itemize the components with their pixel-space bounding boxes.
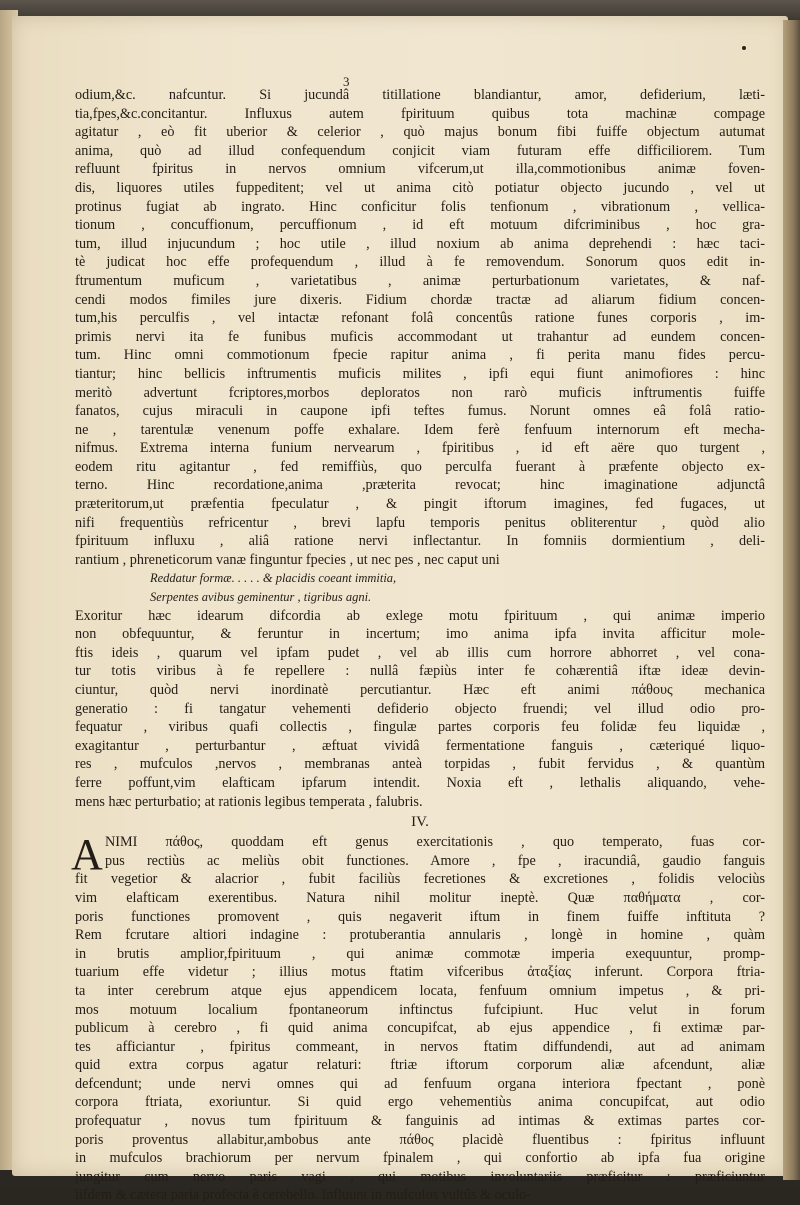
text-line: mos motuum localium fpontaneorum inftinctus fufcipiunt. Huc velut in forum — [75, 1001, 765, 1018]
text-line: Reddatur formæ. . . . . & placidis coeant immitia, — [150, 571, 397, 586]
text-line: meritò advertunt fcriptores,morbos deploratos non rarò muficis inftrumentis fuiffe — [75, 384, 765, 401]
text-line: ta inter cerebrum atque ejus appendicem locata, fenfuum omnium impetus , & pri- — [75, 982, 765, 999]
text-line: ciuntur, quòd nervi inordinatè percutiantur. Hæc eft animi πάθους mechanica — [75, 682, 765, 698]
text-line: tum. Hinc omni commotionum fpecie rapitur anima , fi perita manu fides percu- — [75, 347, 765, 364]
verse-quotation — [75, 569, 765, 606]
page-number: 3 — [343, 74, 350, 89]
text-line: profequatur , novus tum fpirituum & fanguinis ad intimas & extimas partes cor- — [75, 1113, 765, 1130]
text-line: corpora ftriata, exoriuntur. Si quid ergo vehementiùs anima concupifcat, aut odio — [75, 1094, 765, 1111]
text-line: tionum , concuffionum, percuffionum , id eft motuum difcriminibus , hoc gra- — [75, 217, 765, 234]
text-line: dis, liquores utiles fuppeditent; vel ut anima citò potiatur objecto jucundo , vel ut — [75, 179, 765, 196]
text-line: ferre poffunt,vim elafticam ipfarum intendit. Noxia eft , lethalis aliquando, vehe- — [75, 774, 765, 791]
text-line: ftrumentum muficum , varietatibus , animæ perturbationum varietates, & naf- — [75, 272, 765, 289]
text-line: tè judicat hoc effe profequendum , illud à fe removendum. Sonorum quos edit in- — [75, 254, 765, 271]
text-line: cendi modos fimiles jure dixeris. Fidium chordæ tractæ ad aliarum fidium concen- — [75, 291, 765, 308]
text-line: res , mufculos ,nervos , membranas anteà torpidas , fubit fervidus , & quantùm — [75, 756, 765, 773]
text-line: poris functiones promovent , quis negaverit iftum in finem fuiffe inftituta ? — [75, 908, 765, 925]
text-line: generatio : fi tangatur vehementi defiderio objecto fruendi; vel illud odio pro- — [75, 700, 765, 717]
text-line: NIMI πάθος, quoddam eft genus exercitationis , quo temperato, fuas cor- — [105, 834, 765, 851]
text-line: præteritorum,ut præfentia fpeculatur , & pingit iftorum imagines, fed fugaces, ut — [75, 496, 765, 513]
text-line: rantium , phreneticorum vanæ finguntur fpecies , ut nec pes , nec caput uni — [75, 551, 500, 568]
text-line: ne , tarentulæ venenum poffe exhalare. Idem ferè fenfuum internorum eft mecha- — [75, 421, 765, 438]
text-line: tes afficiantur , fpiritus commeant, in nervos ftatim diffundendi, aut ad animam — [75, 1038, 765, 1055]
ink-spot — [742, 46, 746, 50]
text-line: fequatur , viribus quafi collectis , fingulæ partes corporis feu folidæ feu liquidæ , — [75, 719, 765, 736]
text-line: Serpentes avibus geminentur , tigribus agni. — [150, 590, 372, 605]
text-line: eodem ritu agitantur , fed remiffiùs, quo perculfa fuerant à præfente objecto ex- — [75, 458, 765, 475]
body-text — [71, 86, 765, 1205]
text-line: non obfequuntur, & feruntur in incertum; imo anima ipfa invita afficitur mole- — [75, 626, 765, 643]
text-line: nifmus. Extrema interna funium nervearum , fpiritibus , id eft aëre quo turgent , — [75, 440, 765, 457]
drop-cap: A — [71, 830, 103, 880]
text-line: Exoritur hæc idearum difcordia ab exlege motu fpirituum , qui animæ imperio — [75, 607, 765, 624]
text-line: tiantur; hinc bellicis inftrumentis muficis milites , ipfi equi fiunt animofiores : hinc — [75, 365, 765, 382]
text-line: tur totis viribus à fe repellere : nullâ fæpiùs inter fe cohærentiâ iftæ ideæ devin- — [75, 663, 765, 680]
text-line: fit vegetior & alacrior , fubit faciliùs fecretiones & excretiones , folidis velociùs — [75, 871, 765, 888]
paragraph-1 — [75, 86, 765, 569]
text-line: poris proventus allabitur,ambobus ante πάθος placidè fluentibus : fpiritus influunt — [75, 1131, 765, 1148]
text-line: fanatos, cujus miraculi in caupone ipfi teftes fumus. Norunt omnes eâ folâ ratio- — [75, 403, 765, 420]
section-heading: IV. — [411, 814, 429, 831]
text-line: tia,fpes,&c.concitantur. Influxus autem fpirituum quibus tota machinæ compage — [75, 105, 765, 122]
text-line: exagitantur , perturbantur , æftuat vividâ fermentatione fanguis , cæteriqué liquo- — [75, 737, 765, 754]
text-line: publicum à cerebro , fi quid anima concupifcat, ab ejus appendice , fi extimæ par- — [75, 1020, 765, 1037]
text-line: refluunt fpiritus in nervos omnium vifcerum,ut illa,commotionibus animæ foven- — [75, 161, 765, 178]
text-line: jungitur cum nervo paris vagi , qui motibus involuntariis præficitur : præficiuntur — [75, 1168, 765, 1185]
paragraph-2 — [75, 607, 765, 812]
text-line: in mufculos brachiorum per nervum fpinalem , qui confortio ab ipfa fua origine — [75, 1150, 765, 1167]
book-right-edge — [783, 20, 800, 1180]
text-line: in brutis amplior,fpirituum , qui animæ commotæ imperia exequuntur, promp- — [75, 945, 765, 962]
text-line: iifdem & cætera paria profecta è cerebello. Influunt in mufculos vultûs & oculo- — [75, 1187, 531, 1204]
text-line: protinus fugiat ab ingrato. Hinc conficitur folis tenfionum , vibrationum , vellica- — [75, 198, 765, 215]
text-line: odium,&c. nafcuntur. Si jucundâ titillatione blandiantur, amor, defiderium, læti- — [75, 87, 765, 103]
text-line: tum,his perculfis , vel intactæ refonant folâ concentûs ratione funes corporis , im- — [75, 310, 765, 327]
text-line: ftis ideis , quarum vel ipfam pudet , vel ab illis cum horrore abhorret , vel cona- — [75, 644, 765, 661]
text-line: Rem fcrutare altiori indagine : protuberantia annularis , longè in homine , quàm — [75, 927, 765, 944]
text-line: quid extra corpus agatur relaturi: ftriæ iftorum corporum aliæ afcendunt, aliæ — [75, 1057, 765, 1074]
text-line: agitatur , eò fit uberior & celerior , quò majus bonum fibi fuiffe objectum autumat — [75, 124, 765, 141]
text-line: anima, quò ad illud confequendum conjicit viam futuram effe difficiliorem. Tum — [75, 142, 765, 159]
text-line: nifi frequentiùs refricentur , brevi lapfu temporis penitus obliterentur , quòd alio — [75, 514, 765, 531]
text-line: terno. Hinc recordatione,anima ,præterita revocat; hinc imaginatione adjunctâ — [75, 477, 765, 494]
text-line: tuarium effe videtur ; illius motus ftatim vifceribus ἀταξίας inferunt. Corpora ftria- — [75, 964, 765, 981]
text-line: tum, illud injucundum ; hoc utile , illud noxium ab anima deprehendi : hæc taci- — [75, 235, 765, 252]
text-line: defcendunt; unde nervi omnes qui ad fenfuum organa interiora fpectant , ponè — [75, 1075, 765, 1092]
paragraph-3 — [71, 830, 765, 1205]
text-line: primis nervi ita fe funibus muficis accommodant ut trahantur ad eundem concen- — [75, 328, 765, 345]
text-line: fpirituum influxu , aliâ ratione nervi inflectantur. In fomniis dormientium , deli- — [75, 533, 765, 550]
text-line: pus rectiùs ac meliùs obit functiones. Amore , fpe , iracundiâ, gaudio fanguis — [105, 852, 765, 869]
text-line: vim elafticam exerentibus. Natura nihil molitur ineptè. Quæ παθήματα , cor- — [75, 889, 765, 906]
text-line: mens hæc perturbatio; at rationis legibus temperata , falubris. — [75, 793, 423, 810]
